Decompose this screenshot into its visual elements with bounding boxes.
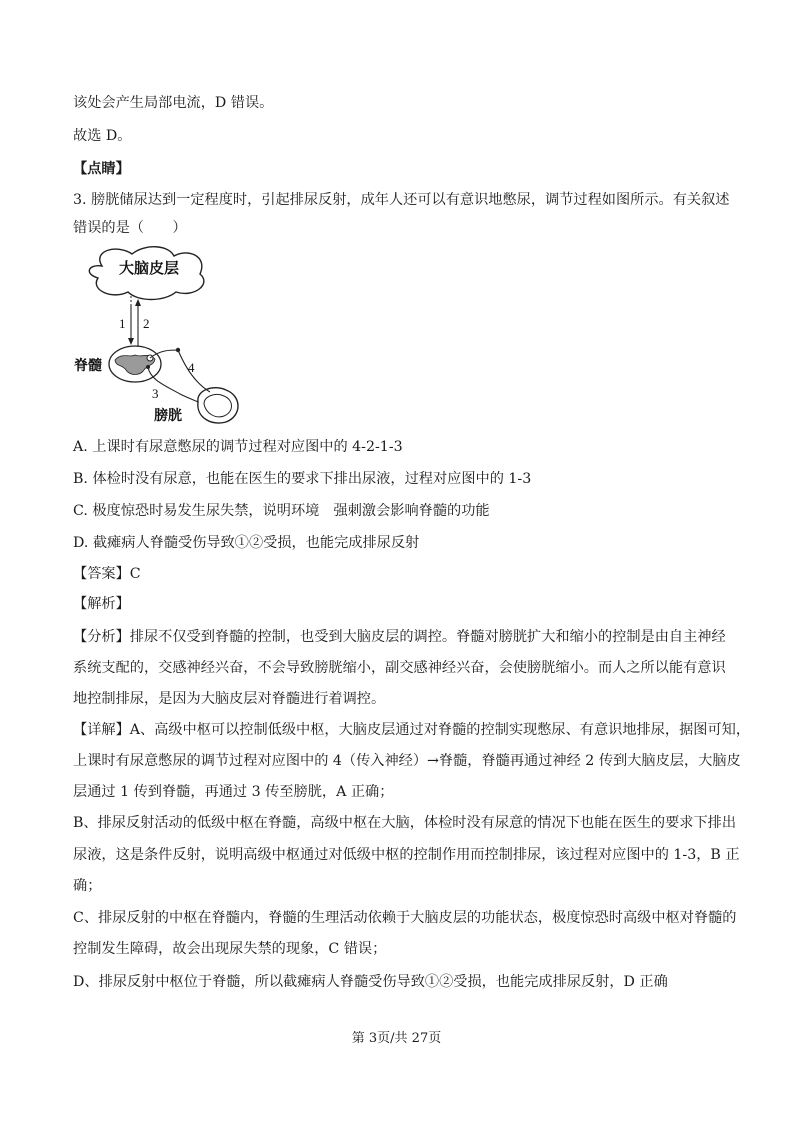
- section-heading: 【点睛】: [73, 161, 130, 177]
- option-c: C. 极度惊恐时易发生尿失禁，说明环境 强刺激会影响脊髓的功能: [73, 503, 490, 519]
- analysis-line: 【分析】排尿不仅受到脊髓的控制，也受到大脑皮层的调控。脊髓对膀胱扩大和缩小的控制是由自主神经: [73, 629, 726, 645]
- answer-line: 【答案】C: [73, 566, 141, 582]
- page-footer: 第 3页/共 27页: [351, 1031, 442, 1046]
- bladder-inner-shape: [204, 394, 232, 416]
- analysis-line: C、排尿反射的中枢在脊髓内，脊髓的生理活动依赖于大脑皮层的功能状态，极度惊恐时高级中枢对脊髓的: [73, 910, 737, 926]
- option-b: B. 体检时没有尿意，也能在医生的要求下排出尿液，过程对应图中的 1-3: [73, 471, 532, 487]
- analysis-line: D、排尿反射中枢位于脊髓，所以截瘫病人脊髓受伤导致①②受损，也能完成排尿反射，D 正确: [73, 974, 668, 990]
- analysis-line: 系统支配的，交感神经兴奋，不会导致膀胱缩小，副交感神经兴奋，会使膀胱缩小。而人之所以能有意识: [73, 660, 726, 676]
- analysis-line: 尿液，这是条件反射，说明高级中枢通过对低级中枢的控制作用而控制排尿，该过程对应图中的 1-3，B 正: [73, 847, 740, 863]
- question-stem: 错误的是（ ）: [73, 220, 187, 236]
- analysis-line: 地控制排尿，是因为大脑皮层对脊髓进行着调控。: [73, 691, 386, 707]
- option-a: A. 上课时有尿意憋尿的调节过程对应图中的 4-2-1-3: [73, 439, 403, 455]
- reflex-diagram-svg: [70, 246, 250, 426]
- label-1: 1: [119, 316, 126, 331]
- question-stem: 3. 膀胱储尿达到一定程度时，引起排尿反射，成年人还可以有意识地憋尿，调节过程如图所示。有关叙述: [73, 192, 730, 208]
- arrow-up-icon: [135, 299, 141, 306]
- cortex-label: 大脑皮层: [119, 261, 180, 277]
- reflex-diagram: [70, 246, 250, 426]
- text-line: 该处会产生局部电流，D 错误。: [73, 95, 274, 111]
- spinal-cord-label: 脊髓: [74, 359, 102, 374]
- analysis-line: 控制发生障碍，故会出现尿失禁的现象，C 错误；: [73, 941, 387, 957]
- ganglion-node: [176, 348, 180, 352]
- analysis-line: B、排尿反射活动的低级中枢在脊髓，高级中枢在大脑，体检时没有尿意的情况下也能在医生的要求下排出: [73, 815, 737, 831]
- analysis-heading: 【解析】: [73, 596, 130, 612]
- arrow-down-icon: [128, 338, 134, 345]
- bladder-label: 膀胱: [154, 409, 182, 424]
- analysis-line: 层通过 1 传到脊髓，再通过 3 传至膀胱，A 正确；: [73, 784, 394, 800]
- analysis-line: 【详解】A、高级中枢可以控制低级中枢，大脑皮层通过对脊髓的控制实现憋尿、有意识地排尿，据图可知，: [73, 722, 751, 738]
- analysis-line: 上课时有尿意憋尿的调节过程对应图中的 4（传入神经）→脊髓，脊髓再通过神经 2 传到大脑皮层，大脑皮: [73, 753, 741, 769]
- label-2: 2: [143, 316, 150, 331]
- label-4: 4: [188, 360, 195, 375]
- option-d: D. 截瘫病人脊髓受伤导致①②受损，也能完成排尿反射: [73, 535, 420, 551]
- text-line: 故选 D。: [73, 128, 132, 144]
- analysis-line: 确；: [73, 878, 102, 894]
- label-3: 3: [152, 386, 159, 401]
